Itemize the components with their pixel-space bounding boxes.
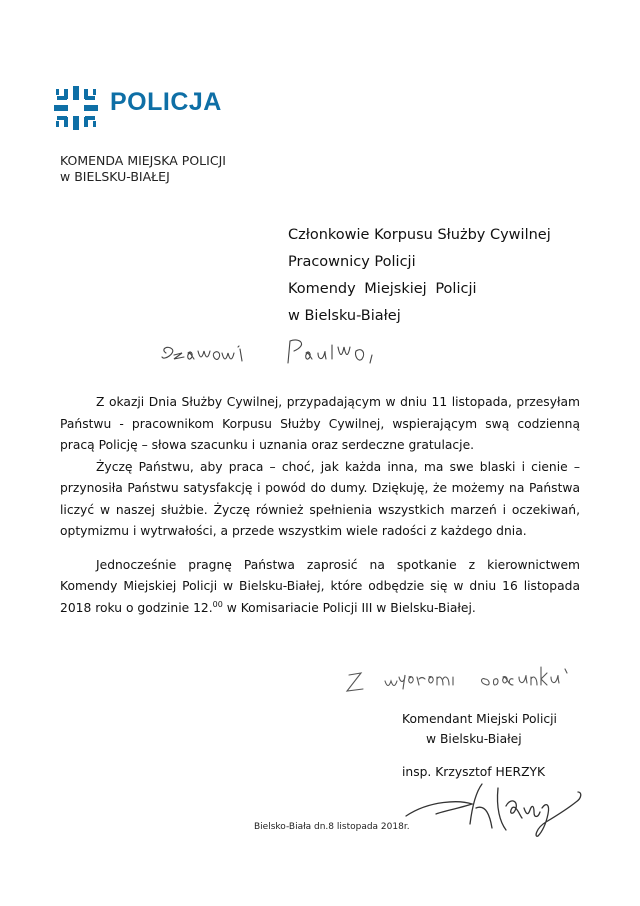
police-star-logo-icon <box>52 84 100 132</box>
institution-line-1: KOMENDA MIEJSKA POLICJI <box>60 153 226 168</box>
handwritten-salutation <box>160 335 420 375</box>
institution-line-2: w BIELSKU-BIAŁEJ <box>60 169 170 184</box>
paragraph-wishes: Życzę Państwu, aby praca – choć, jak każda inna, ma swe blaski i cienie – przynosiła Państwu satysfakcję i powód do dumy. Dziękuję, że możemy na Państwa liczyć w naszej służbie. Życzę również spełnienia wszystkich marzeń i oczekiwań, optymizmu i wytrwałości, a przede wszystkim wiele radości z każdego dnia. <box>60 459 580 538</box>
date-place-line: Bielsko-Biała dn.8 listopada 2018r. <box>254 822 410 832</box>
signatory-title-line-2: w Bielsku-Białej <box>426 732 522 746</box>
letter-body <box>60 392 580 619</box>
paragraph-greetings: Z okazji Dnia Służby Cywilnej, przypadającym w dniu 11 listopada, przesyłam Państwu - pracownikom Korpusu Służby Cywilnej, wspierającym swą codzienną pracą Policję – słowa szacunku i uznania oraz serdeczne gratulacje. <box>60 395 580 452</box>
recipient-line: Komendy Miejskiej Policji <box>288 281 477 297</box>
signatory-title <box>402 709 557 749</box>
institution-name <box>60 153 226 185</box>
recipient-line: w Bielsku-Białej <box>288 308 401 324</box>
paragraph-invitation <box>60 555 580 620</box>
recipient-line: Pracownicy Policji <box>288 254 416 270</box>
recipients-block <box>288 222 551 330</box>
signatory-name: insp. Krzysztof HERZYK <box>402 765 546 779</box>
invitation-text: Jednocześnie pragnę Państwa zaprosić na spotkanie z kierownictwem Komendy Miejskiej Policji w Bielsku-Białej, które odbędzie się w dniu 16 listopada 2018 roku o godzinie 12. <box>60 557 580 615</box>
handwritten-signature <box>400 778 600 840</box>
recipient-line: Członkowie Korpusu Służby Cywilnej <box>288 227 551 243</box>
logo-wordmark: POLICJA <box>110 88 222 116</box>
signatory-title-line-1: Komendant Miejski Policji <box>402 712 557 726</box>
time-minutes: 00 <box>212 599 223 609</box>
invitation-text-end: w Komisariacie Policji III w Bielsku-Białej. <box>222 600 476 615</box>
handwritten-closing <box>345 655 605 700</box>
